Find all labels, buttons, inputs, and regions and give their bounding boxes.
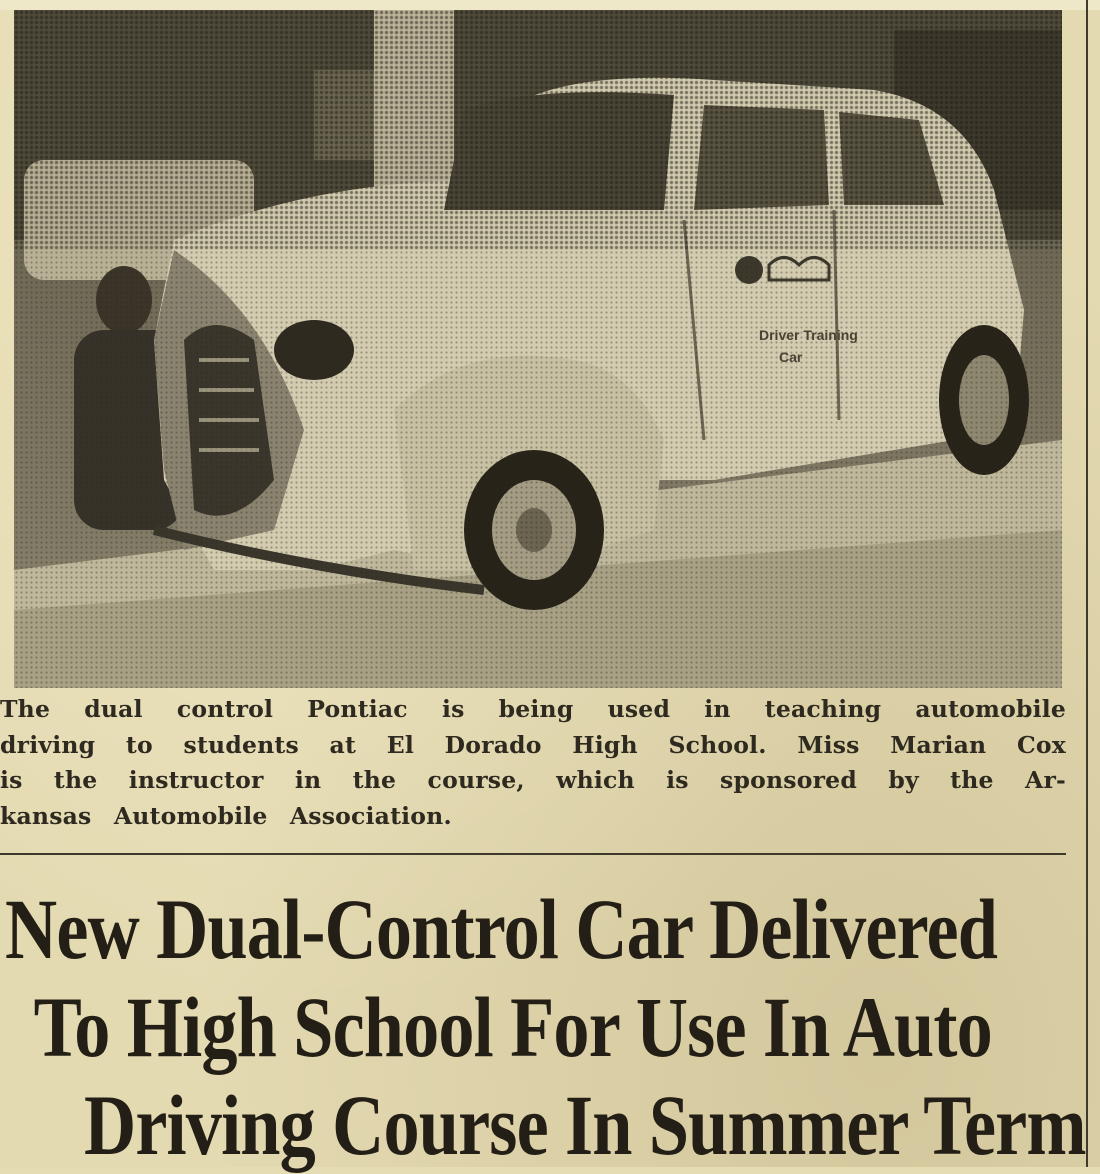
column-rule bbox=[1086, 0, 1088, 1167]
top-margin bbox=[0, 0, 1100, 10]
caption-line: driving to students at El Dorado High School. Miss Marian Cox bbox=[0, 730, 1066, 759]
headline bbox=[0, 880, 1086, 1174]
headline-line-1: New Dual-Control Car Delivered bbox=[5, 881, 998, 977]
car-photo bbox=[14, 10, 1062, 688]
caption-line: The dual control Pontiac is being used in teaching automobile bbox=[0, 695, 1066, 723]
halftone-photo bbox=[14, 10, 1062, 688]
caption-line: is the instructor in the course, which is sponsored by the Ar- bbox=[0, 766, 1066, 794]
headline-line-3: Driving Course In Summer Term bbox=[84, 1077, 1086, 1173]
horizontal-rule bbox=[0, 853, 1066, 855]
headline-line-2: To High School For Use In Auto bbox=[33, 979, 992, 1075]
photo-caption bbox=[0, 692, 1066, 834]
caption-line: kansas Automobile Association. bbox=[0, 801, 452, 830]
